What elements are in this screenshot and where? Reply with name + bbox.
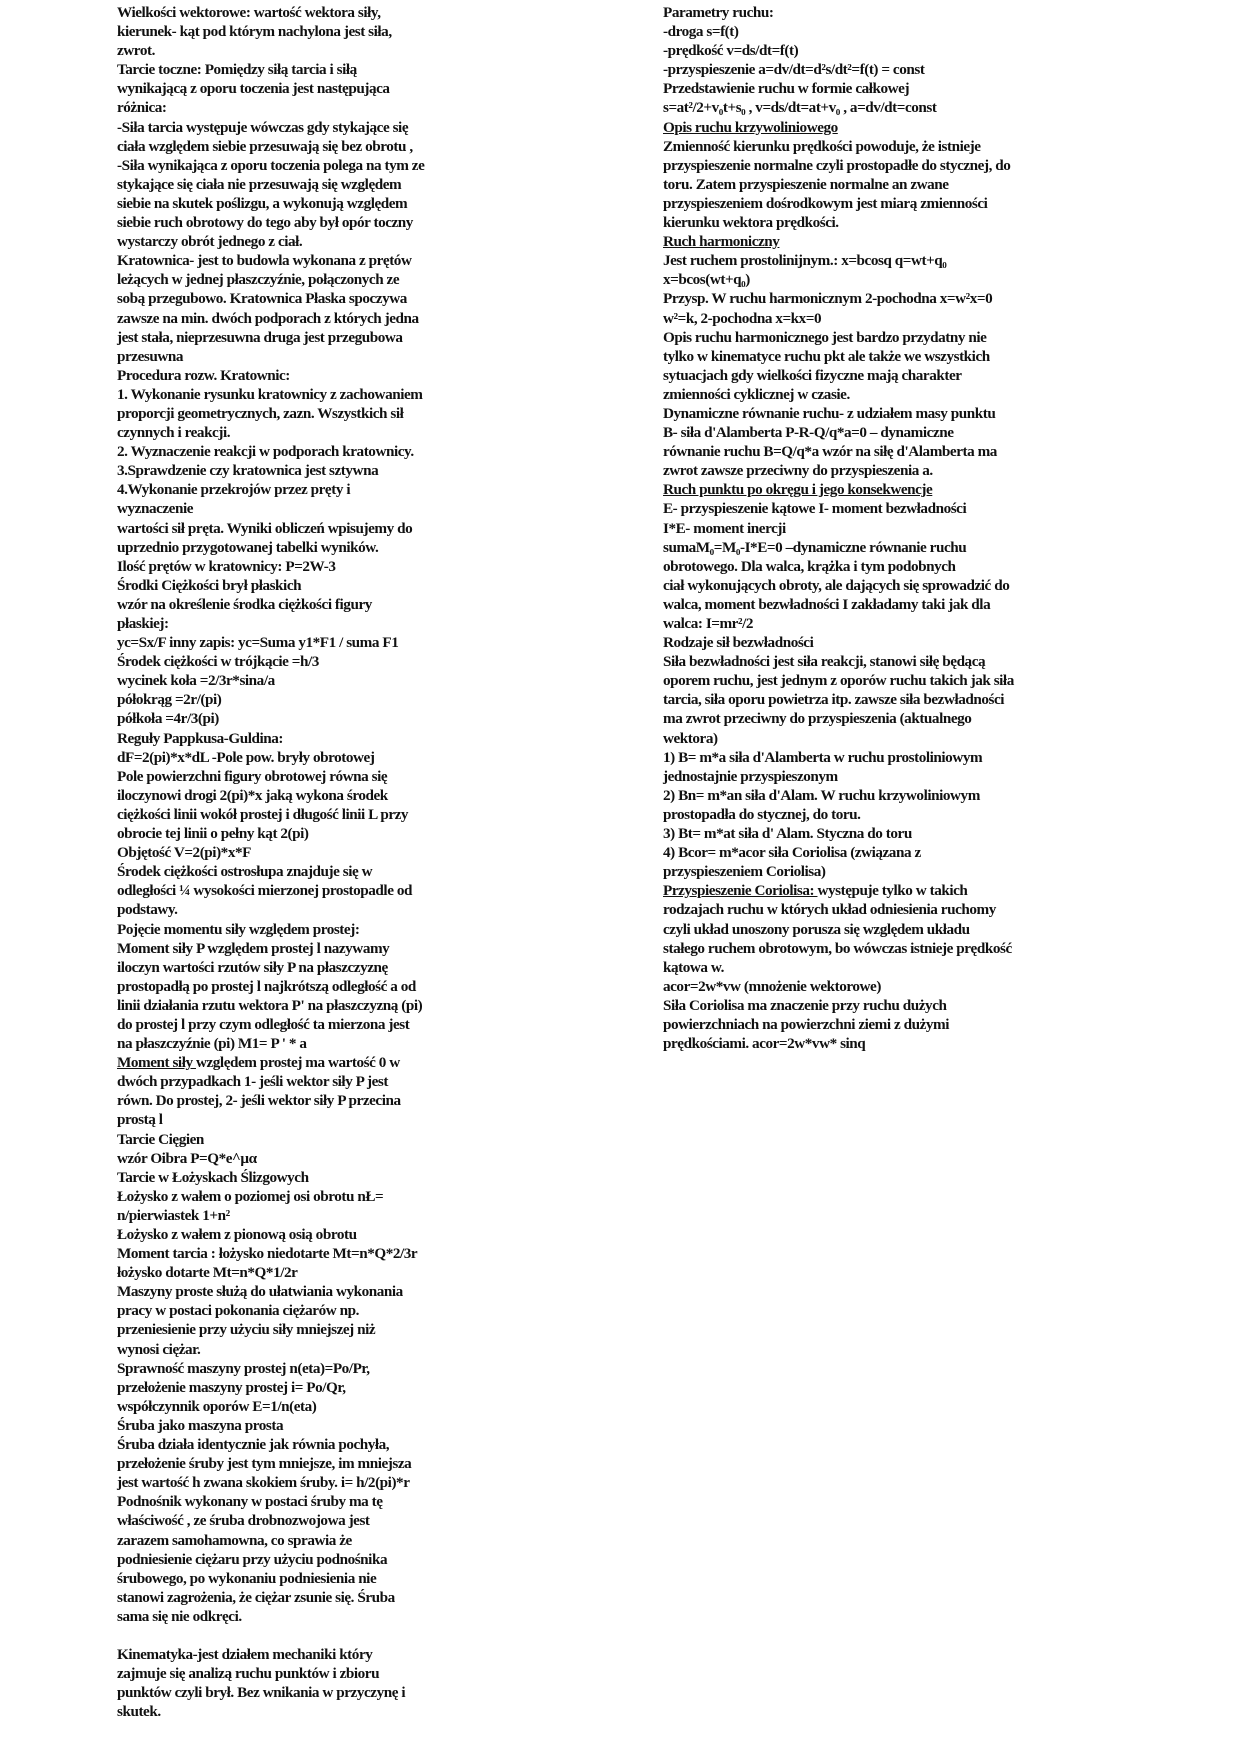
- text-line: Pole powierzchni figury obrotowej równa się: [117, 767, 388, 785]
- section-heading: Ruch punktu po okręgu i jego konsekwencje: [663, 481, 933, 499]
- text-line: jest stała, nieprzesuwna druga jest przegubowa: [117, 328, 403, 346]
- text-line: -Siła wynikająca z oporu toczenia polega na tym ze: [117, 156, 425, 174]
- text-line: proporcji geometrycznych, zazn. Wszystkich sił: [117, 404, 404, 422]
- left-column: [117, 3, 477, 1721]
- text-line: sytuacjach gdy wielkości fizyczne mają charakter: [663, 366, 962, 384]
- text-line: Siła Coriolisa ma znaczenie przy ruchu dużych: [663, 996, 947, 1014]
- text-line: prostopadłą po prostej l najkrótszą odległość a od: [117, 977, 416, 995]
- text-line: oporem ruchu, jest jednym z oporów ruchu takich jak siła: [663, 672, 1014, 690]
- text-line: wynosi ciężar.: [117, 1340, 201, 1358]
- text-line: toru. Zatem przyspieszenie normalne an zwane: [663, 175, 949, 193]
- text-line: obrotowego. Dla walca, krążka i tym podobnych: [663, 557, 956, 575]
- text-line: pracy w postaci pokonania ciężarów np.: [117, 1302, 359, 1320]
- text-line: półokrąg =2r/(pi): [117, 691, 222, 709]
- text-line: iloczyn wartości rzutów siły P na płaszczyznę: [117, 958, 388, 976]
- text-line: linii działania rzutu wektora P' na płaszczyzną (pi): [117, 996, 423, 1014]
- text-line: czyli układ unoszony porusza się względem układu: [663, 920, 970, 938]
- text-line: wzór Oibra P=Q*e^μα: [117, 1149, 257, 1167]
- text-line: przełożenie śruby jest tym mniejsze, im mniejsza: [117, 1455, 412, 1473]
- text-line: przyspieszeniem dośrodkowym jest miarą zmienności: [663, 194, 988, 212]
- text-line: 1. Wykonanie rysunku kratownicy z zachowaniem: [117, 385, 423, 403]
- text-rest: względem prostej ma wartość 0 w: [195, 1054, 400, 1072]
- text-line: -przyspieszenie a=dv/dt=d²s/dt²=f(t) = const: [663, 61, 925, 79]
- text-line: dF=2(pi)*x*dL -Pole pow. bryły obrotowej: [117, 748, 375, 766]
- text-line: przyspieszenie normalne czyli prostopadłe do stycznej, do: [663, 156, 1011, 174]
- text-line: Parametry ruchu:: [663, 4, 774, 21]
- text-line: acor=2w*vw (mnożenie wektorowe): [663, 977, 881, 995]
- text-line: Tarcie Cięgien: [117, 1130, 204, 1148]
- text-line: Moment siły P względem prostej l nazywamy: [117, 939, 390, 957]
- text-line: s=at²/2+v₀t+s₀ , v=ds/dt=at+v₀ , a=dv/dt=const: [663, 99, 937, 117]
- text-line: Łożysko z wałem z pionową osią obrotu: [117, 1226, 357, 1243]
- text-line: 3) Bt= m*at siła d' Alam. Styczna do toru: [663, 825, 912, 843]
- text-line: na płaszczyźnie (pi) M1= P ' * a: [117, 1035, 307, 1053]
- text-line: zwrot.: [117, 42, 155, 60]
- text-line: obrocie tej linii o pełny kąt 2(pi): [117, 825, 309, 843]
- text-line: jednostajnie przyspieszonym: [663, 767, 838, 785]
- text-line: siebie ruch obrotowy do tego aby był opór toczny: [117, 214, 413, 232]
- text-line: -Siła tarcia występuje wówczas gdy stykające się: [117, 118, 409, 136]
- text-line: Środek ciężkości ostrosłupa znajduje się w: [117, 863, 373, 881]
- text-line: zarazem samohamowna, co sprawia że: [117, 1531, 352, 1549]
- text-line: B- siła d'Alamberta P-R-Q/q*a=0 – dynamiczne: [663, 424, 954, 442]
- text-line: 2. Wyznaczenie reakcji w podporach kratownicy.: [117, 443, 414, 461]
- text-line: dwóch przypadkach 1- jeśli wektor siły P jest: [117, 1073, 388, 1091]
- text-line: 3.Sprawdzenie czy kratownica jest sztywna: [117, 462, 379, 480]
- text-line: ciał wykonujących obroty, ale dających się sprowadzić do: [663, 576, 1010, 594]
- text-line: wektora): [663, 729, 718, 747]
- text-line: równ. Do prostej, 2- jeśli wektor siły P przecina: [117, 1092, 401, 1110]
- text-line: Kratownica- jest to budowla wykonana z prętów: [117, 252, 412, 270]
- text-line: właściwość , ze śruba drobnozwojowa jest: [117, 1512, 370, 1530]
- text-line: Śruba jako maszyna prosta: [117, 1416, 284, 1434]
- text-line: prostą l: [117, 1111, 163, 1129]
- text-line: do prostej l przy czym odległość ta mierzona jest: [117, 1015, 410, 1033]
- text-line: Wielkości wektorowe: wartość wektora siły,: [117, 4, 381, 21]
- text-line: wyznaczenie: [117, 500, 194, 518]
- text-line: punktów czyli brył. Bez wnikania w przyczynę i: [117, 1684, 406, 1702]
- text-line: Kinematyka-jest działem mechaniki który: [117, 1646, 373, 1664]
- text-line: Ilość prętów w kratownicy: P=2W-3: [117, 557, 336, 575]
- text-line: przełożenie maszyny prostej i= Po/Qr,: [117, 1378, 346, 1396]
- text-line: Środek ciężkości w trójkącie =h/3: [117, 653, 319, 671]
- text-line: leżących w jednej płaszczyźnie, połączonych ze: [117, 271, 400, 289]
- text-line: łożysko dotarte Mt=n*Q*1/2r: [117, 1264, 298, 1282]
- text-line: Objętość V=2(pi)*x*F: [117, 844, 251, 862]
- text-line: wzór na określenie środka ciężkości figury: [117, 595, 372, 613]
- text-line: półkoła =4r/3(pi): [117, 710, 219, 728]
- text-line: prędkościami. acor=2w*vw* sinq: [663, 1035, 866, 1053]
- text-line: różnica:: [117, 99, 167, 117]
- text-line: sumaM₀=M₀-I*E=0 –dynamiczne równanie ruchu: [663, 538, 967, 556]
- text-line: siebie na skutek poślizgu, a wykonują względem: [117, 194, 408, 212]
- text-line: Dynamiczne równanie ruchu- z udziałem masy punktu: [663, 404, 996, 422]
- text-line: ciężkości linii wokół prostej i długość linii L przy: [117, 805, 409, 823]
- text-line: uprzednio przygotowanej tabelki wyników.: [117, 538, 379, 556]
- section-heading: Ruch harmoniczny: [663, 233, 780, 251]
- text-line: Pojęcie momentu siły względem prostej:: [117, 920, 360, 938]
- text-line: kierunek- kąt pod którym nachylona jest siła,: [117, 23, 392, 41]
- text-line: Śruba działa identycznie jak równia pochyła,: [117, 1436, 390, 1454]
- right-column: [663, 3, 1063, 1053]
- text-line: -prędkość v=ds/dt=f(t): [663, 42, 799, 60]
- text-line: przeniesienie przy użyciu siły mniejszej niż: [117, 1321, 376, 1339]
- text-line: Łożysko z wałem o poziomej osi obrotu nŁ=: [117, 1187, 384, 1205]
- text-line: równanie ruchu B=Q/q*a wzór na siłę d'Alamberta ma: [663, 443, 997, 461]
- text-line: walca, moment bezwładności I zakładamy taki jak dla: [663, 595, 991, 613]
- underlined-term: Moment siły: [117, 1054, 196, 1072]
- text-line: stykające się ciała nie przesuwają się względem: [117, 175, 402, 193]
- text-line: stanowi zagrożenia, że ciężar zsunie się. Śruba: [117, 1588, 395, 1606]
- text-line: jest wartość h zwana skokiem śruby. i= h/2(pi)*r: [117, 1474, 410, 1492]
- text-line: Maszyny proste służą do ułatwiania wykonania: [117, 1283, 403, 1301]
- text-line: zwrot zawsze przeciwny do przyspieszenia a.: [663, 462, 933, 480]
- text-line: kierunku wektora prędkości.: [663, 214, 839, 232]
- text-line: Reguły Pappkusa-Guldina:: [117, 729, 284, 747]
- text-line: walca: I=mr²/2: [663, 615, 753, 632]
- text-line: n/pierwiastek 1+n²: [117, 1206, 230, 1224]
- text-line: iloczynowi drogi 2(pi)*x jaką wykona środek: [117, 786, 388, 804]
- text-rest: występuje tylko w takich: [817, 882, 968, 900]
- text-line: współczynnik oporów E=1/n(eta): [117, 1397, 317, 1415]
- text-line: płaskiej:: [117, 615, 169, 632]
- text-line: wartości sił pręta. Wyniki obliczeń wpisujemy do: [117, 519, 413, 537]
- text-line: zmienności cyklicznej w czasie.: [663, 385, 850, 403]
- underlined-term: Przyspieszenie Coriolisa:: [663, 882, 818, 900]
- text-line: zawsze na min. dwóch podporach z których jedna: [117, 309, 419, 327]
- text-line: Środki Ciężkości brył płaskich: [117, 576, 302, 594]
- text-line: Tarcie toczne: Pomiędzy siłą tarcia i siłą: [117, 61, 357, 79]
- text-line: Podnośnik wykonany w postaci śruby ma tę: [117, 1493, 383, 1511]
- text-line: Sprawność maszyny prostej n(eta)=Po/Pr,: [117, 1359, 370, 1377]
- text-line: Jest ruchem prostolinijnym.: x=bcosq q=wt+q₀: [663, 252, 947, 270]
- text-line: tylko w kinematyce ruchu pkt ale także we wszystkich: [663, 347, 990, 365]
- text-line: zajmuje się analizą ruchu punktów i zbioru: [117, 1665, 380, 1683]
- text-line: Rodzaje sił bezwładności: [663, 634, 814, 652]
- text-line: w²=k, 2-pochodna x=kx=0: [663, 309, 822, 327]
- text-line: Przedstawienie ruchu w formie całkowej: [663, 80, 910, 98]
- text-line: Tarcie w Łożyskach Ślizgowych: [117, 1168, 309, 1186]
- text-line: podstawy.: [117, 901, 178, 919]
- text-line: kątowa w.: [663, 958, 724, 976]
- text-line: x=bcos(wt+q₀): [663, 271, 750, 289]
- text-line: 4) Bcor= m*acor siła Coriolisa (związana z: [663, 844, 921, 862]
- text-line: wynikającą z oporu toczenia jest następująca: [117, 80, 390, 98]
- text-line: [117, 1053, 477, 1072]
- text-line: Zmienność kierunku prędkości powoduje, że istnieje: [663, 137, 981, 155]
- text-line: E- przyspieszenie kątowe I- moment bezwładności: [663, 500, 967, 518]
- text-line: stałego ruchem obrotowym, bo wówczas istnieje prędkość: [663, 939, 1012, 957]
- text-line: ciała względem siebie przesuwają się bez obrotu ,: [117, 137, 413, 155]
- text-line: Opis ruchu harmonicznego jest bardzo przydatny nie: [663, 328, 987, 346]
- text-line: I*E- moment inercji: [663, 519, 786, 537]
- text-line: yc=Sx/F inny zapis: yc=Suma y1*F1 / suma F1: [117, 634, 399, 652]
- text-line: -droga s=f(t): [663, 23, 739, 41]
- text-line: 4.Wykonanie przekrojów przez pręty i: [117, 481, 351, 499]
- text-line: 1) B= m*a siła d'Alamberta w ruchu prostoliniowym: [663, 748, 983, 766]
- text-line: tarcia, siła oporu powietrza itp. zawsze siła bezwładności: [663, 691, 1005, 709]
- text-line: wycinek koła =2/3r*sina/a: [117, 672, 275, 690]
- text-line: powierzchniach na powierzchni ziemi z dużymi: [663, 1015, 950, 1033]
- text-line: sama się nie odkręci.: [117, 1607, 242, 1625]
- text-line: [663, 881, 1063, 900]
- text-line: rodzajach ruchu w których układ odniesienia ruchomy: [663, 901, 996, 919]
- text-line: sobą przegubowo. Kratownica Płaska spoczywa: [117, 290, 407, 308]
- text-line: 2) Bn= m*an siła d'Alam. W ruchu krzywoliniowym: [663, 786, 980, 804]
- text-line: śrubowego, po wykonaniu podniesienia nie: [117, 1569, 377, 1587]
- text-line: przyspieszeniem Coriolisa): [663, 863, 826, 881]
- text-line: czynnych i reakcji.: [117, 424, 231, 442]
- section-heading: Opis ruchu krzywoliniowego: [663, 118, 838, 136]
- text-line: wystarczy obrót jednego z ciał.: [117, 233, 303, 251]
- text-line: Moment tarcia : łożysko niedotarte Mt=n*Q*2/3r: [117, 1245, 418, 1263]
- text-line: podniesienie ciężaru przy użyciu podnośnika: [117, 1550, 388, 1568]
- text-line: ma zwrot przeciwny do przyspieszenia (aktualnego: [663, 710, 972, 728]
- text-line: prostopadła do stycznej, do toru.: [663, 805, 861, 823]
- text-line: Procedura rozw. Kratownic:: [117, 366, 290, 384]
- text-line: przesuwna: [117, 347, 183, 365]
- text-line: skutek.: [117, 1703, 161, 1721]
- text-line: odległości ¼ wysokości mierzonej prostopadle od: [117, 882, 412, 900]
- text-line: Przysp. W ruchu harmonicznym 2-pochodna x=w²x=0: [663, 290, 993, 308]
- blank-line: [117, 1626, 477, 1645]
- text-line: Siła bezwładności jest siła reakcji, stanowi siłę będącą: [663, 653, 986, 671]
